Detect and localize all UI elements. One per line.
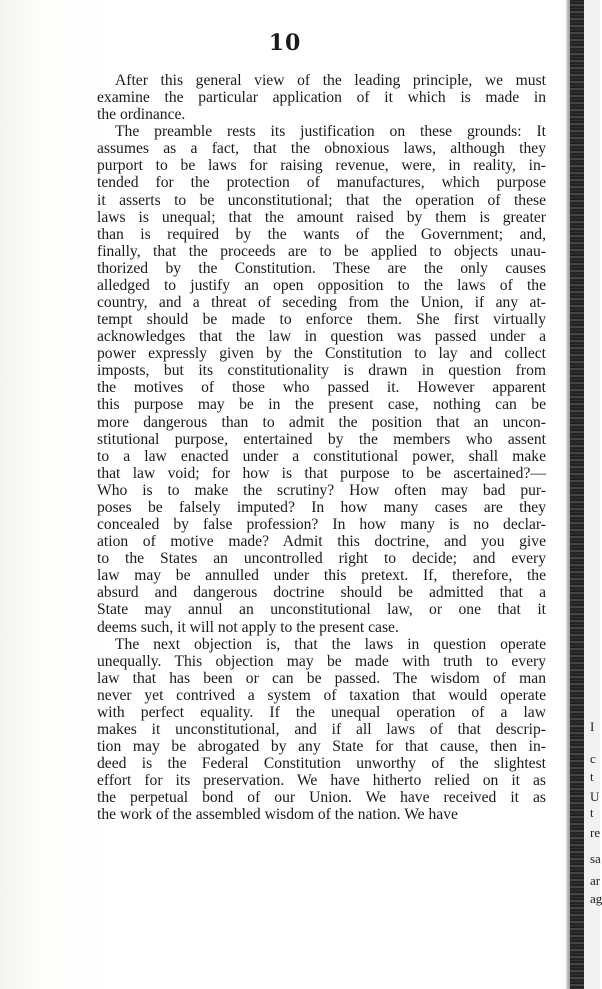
text-line: to the States an uncontrolled right to decide; and every [97, 550, 546, 568]
text-line: the motives of those who passed it. However apparent [97, 379, 546, 397]
adjacent-page-fragment: ag [590, 891, 602, 906]
text-line: State may annul an unconstitutional law, or one that it [97, 601, 546, 619]
text-line: imposts, but its constitutionality is drawn in question from [97, 362, 546, 380]
text-line: law may be annulled under this pretext. If, therefore, the [97, 567, 546, 585]
text-line: the ordinance. [97, 106, 186, 124]
text-line: deems such, it will not apply to the present case. [97, 618, 399, 636]
text-line: stitutional purpose, entertained by the members who assent [97, 430, 546, 448]
text-line: country, and a threat of seceding from the Union, if any at- [97, 294, 546, 312]
text-line: more dangerous than to admit the position that an uncon- [97, 413, 546, 431]
text-line: unequally. This objection may be made with truth to every [97, 652, 546, 670]
text-line: alledged to justify an open opposition to the laws of the [97, 276, 546, 294]
paragraph [97, 636, 546, 824]
text-line: The next objection is, that the laws in question operate [115, 635, 546, 653]
adjacent-page-fragment: U [590, 789, 600, 804]
adjacent-page-fragment: sa [590, 851, 601, 866]
text-line: poses be falsely imputed? In how many cases are they [97, 498, 546, 516]
text-line: law that has been or can be passed. The wisdom of man [97, 669, 546, 687]
text-line: Who is to make the scrutiny? How often may bad pur- [97, 481, 546, 499]
text-line: than is required by the wants of the Government; and, [97, 225, 546, 243]
adjacent-page-fragment: I [590, 719, 595, 734]
body-text [97, 72, 546, 823]
text-line: power expressly given by the Constitution to lay and collect [97, 345, 546, 363]
text-line: never yet contrived a system of taxation that would operate [97, 686, 546, 704]
text-line: tempt should be made to enforce them. She first virtually [97, 311, 546, 329]
text-line: laws is unequal; that the amount raised by them is greater [97, 208, 546, 226]
book-binding [570, 0, 584, 989]
text-line: assumes as a fact, that the obnoxious laws, although they [97, 140, 546, 158]
text-line: After this general view of the leading principle, we must [115, 72, 546, 89]
text-line: to a law enacted under a constitutional power, shall make [97, 447, 546, 465]
adjacent-page-fragment: c [590, 751, 596, 766]
adjacent-page-fragment: re [590, 825, 601, 840]
page-number: 10 [268, 30, 302, 56]
text-line: the perpetual bond of our Union. We have received it as [97, 789, 546, 807]
adjacent-page-fragment: ar [590, 873, 601, 888]
text-line: absurd and dangerous doctrine should be admitted that a [97, 584, 546, 602]
text-line: purport to be laws for raising revenue, were, in reality, in- [97, 157, 546, 175]
text-line: deed is the Federal Constitution unworthy of the slightest [97, 755, 546, 773]
text-line: The preamble rests its justification on these grounds: It [115, 123, 546, 141]
adjacent-page-edge [584, 0, 600, 989]
text-line: that law void; for how is that purpose to be ascertained?— [97, 464, 546, 482]
text-line: with perfect equality. If the unequal operation of a law [97, 703, 546, 721]
paragraph [97, 72, 546, 123]
adjacent-page-fragment: t [590, 769, 594, 784]
text-line: effort for its preservation. We have hitherto relied on it as [97, 772, 546, 790]
text-line: this purpose may be in the present case, nothing can be [97, 396, 546, 414]
text-line: ation of motive made? Admit this doctrine, and you give [97, 533, 546, 551]
text-line: thorized by the Constitution. These are the only causes [97, 259, 546, 277]
text-line: concealed by false profession? In how many is no declar- [97, 516, 546, 534]
text-line: tended for the protection of manufactures, which purpose [97, 174, 546, 192]
text-line: tion may be abrogated by any State for that cause, then in- [97, 738, 546, 756]
text-line: the work of the assembled wisdom of the nation. We have [97, 806, 458, 824]
text-line: examine the particular application of it which is made in [97, 89, 546, 107]
text-line: it asserts to be unconstitutional; that the operation of these [97, 191, 546, 209]
text-line: acknowledges that the law in question was passed under a [97, 328, 546, 346]
paragraph [97, 123, 546, 635]
text-line: finally, that the proceeds are to be applied to objects unau- [97, 242, 546, 260]
text-line: makes it unconstitutional, and if all laws of that descrip- [97, 720, 546, 738]
adjacent-page-fragment: t [590, 805, 594, 820]
